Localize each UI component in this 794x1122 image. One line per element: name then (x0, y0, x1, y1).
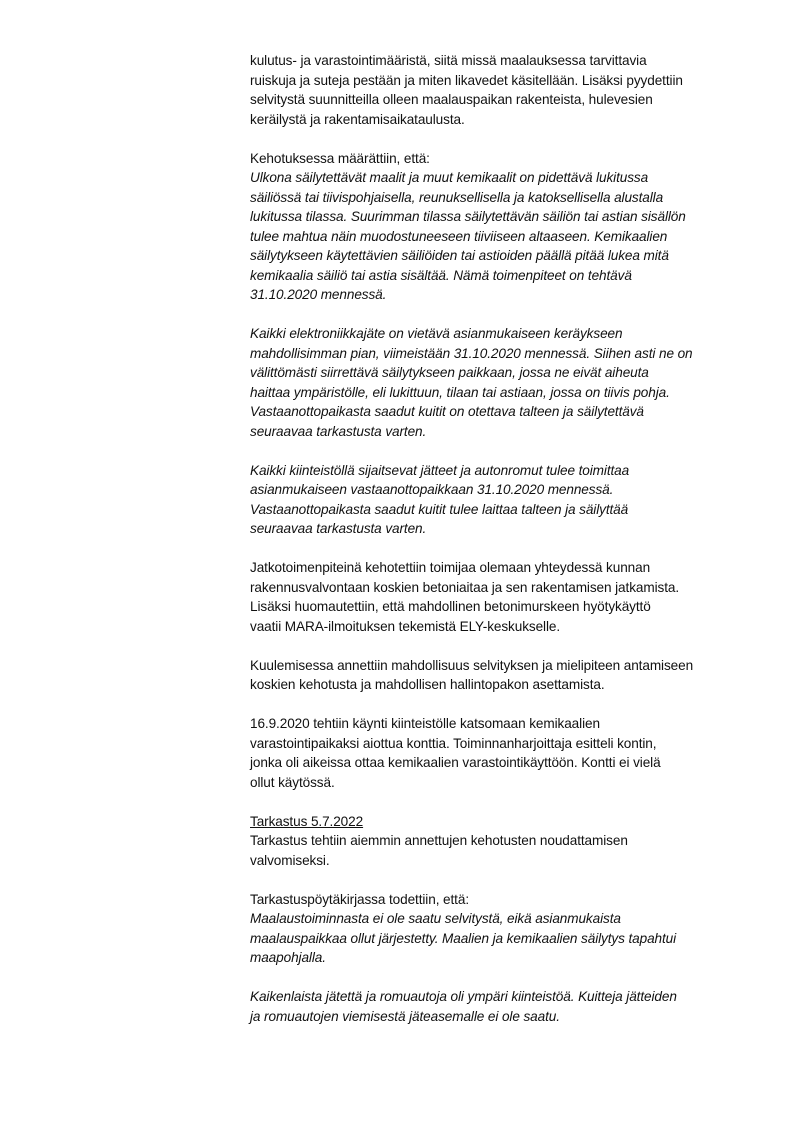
paragraph-order-chemicals (250, 149, 750, 305)
paragraph-visit-2020 (250, 714, 750, 792)
text-line: Ulkona säilytettävät maalit ja muut kemikaalit on pidettävä lukitussa (250, 170, 649, 185)
text-line: maalauspaikkaa ollut järjestetty. Maalien ja kemikaalien säilytys tapahtui (250, 930, 677, 946)
text-line: Vastaanottopaikasta saadut kuitit tulee laittaa talteen ja säilyttää (250, 501, 629, 517)
text-line: koskien kehotusta ja mahdollisen hallintopakon asettamista. (250, 677, 605, 692)
text-line: ja romuautojen viemisestä jäteasemalle ei ole saatu. (250, 1008, 560, 1024)
section-inspection-2022 (250, 812, 750, 871)
text-line: selvitystä suunnitteilla olleen maalauspaikan rakenteista, hulevesien (250, 92, 653, 107)
text-line: Jatkotoimenpiteinä kehotettiin toimijaa olemaan yhteydessä kunnan (250, 560, 651, 575)
document-page (250, 51, 750, 1046)
text-line: ollut käytössä. (250, 774, 335, 790)
paragraph-reporting-request (250, 51, 750, 129)
paragraph-hearing (250, 656, 750, 695)
text-line: seuraavaa tarkastusta varten. (250, 423, 427, 439)
text-line: Maalaustoiminnasta ei ole saatu selvitystä, eikä asianmukaista (250, 911, 621, 926)
text-line: Vastaanottopaikasta saadut kuitit on otettava talteen ja säilytettävä (250, 404, 644, 419)
text-line: vaatii MARA-ilmoituksen tekemistä ELY-keskukselle. (250, 618, 561, 634)
text-line: Kuulemisessa annettiin mahdollisuus selvityksen ja mielipiteen antamiseen (250, 657, 694, 673)
text-line: Kaikki elektroniikkajäte on vietävä asianmukaiseen keräykseen (250, 326, 623, 341)
text-line: tulee mahtua näin muodostuneeseen tiiviiseen altaaseen. Kemikaalien (250, 228, 668, 244)
section-heading: Tarkastus 5.7.2022 (250, 813, 364, 829)
text-line: varastointipaikaksi aiottua konttia. Toiminnanharjoittaja esitteli kontin, (250, 735, 657, 751)
paragraph-order-electronics (250, 324, 750, 441)
text-line: välittömästi siirrettävä säilytykseen paikkaan, jossa ne eivät aiheuta (250, 365, 649, 380)
text-line: valvomiseksi. (250, 852, 330, 868)
text-line: säiliössä tai tiivispohjaisella, reunuksellisella ja katoksellisella alustalla (250, 189, 664, 205)
text-line: 31.10.2020 mennessä. (250, 287, 387, 302)
text-line: seuraavaa tarkastusta varten. (250, 521, 427, 536)
paragraph-order-waste (250, 461, 750, 539)
order-lead: Kehotuksessa määrättiin, että: (250, 150, 430, 166)
text-line: haittaa ympäristölle, eli lukittuun, tilaan tai astiaan, jossa on tiivis pohja. (250, 384, 670, 400)
paragraph-further-actions (250, 558, 750, 636)
text-line: asianmukaiseen vastaanottopaikkaan 31.10.2020 mennessä. (250, 482, 614, 497)
text-line: maapohjalla. (250, 950, 326, 965)
text-line: Lisäksi huomautettiin, että mahdollinen betonimurskeen hyötykäyttö (250, 599, 651, 614)
text-line: kemikaalia säiliö tai astia sisältää. Nämä toimenpiteet on tehtävä (250, 267, 632, 283)
text-line: rakennusvalvontaan koskien betoniaitaa ja sen rakentamisen jatkamista. (250, 579, 680, 595)
text-line: säilytykseen käytettävien säiliöiden tai astioiden päällä pitää lukea mitä (250, 248, 669, 263)
findings-lead: Tarkastuspöytäkirjassa todettiin, että: (250, 891, 469, 907)
text-line: jonka oli aikeissa ottaa kemikaalien varastointikäyttöön. Kontti ei vielä (250, 755, 661, 770)
text-line: Kaikki kiinteistöllä sijaitsevat jätteet ja autonromut tulee toimittaa (250, 462, 630, 478)
text-line: kulutus- ja varastointimääristä, siitä missä maalauksessa tarvittavia (250, 53, 647, 68)
text-line: Kaikenlaista jätettä ja romuautoja oli ympäri kiinteistöä. Kuitteja jätteiden (250, 989, 677, 1004)
paragraph-inspection-findings (250, 890, 750, 968)
paragraph-waste-findings (250, 987, 750, 1026)
text-line: keräilystä ja rakentamisaikataulusta. (250, 111, 465, 127)
text-line: ruiskuja ja suteja pestään ja miten likavedet käsitellään. Lisäksi pyydettiin (250, 72, 683, 88)
text-line: lukitussa tilassa. Suurimman tilassa säilytettävän säiliön tai astian sisällön (250, 209, 686, 224)
text-line: mahdollisimman pian, viimeistään 31.10.2020 mennessä. Siihen asti ne on (250, 345, 693, 361)
text-line: 16.9.2020 tehtiin käynti kiinteistölle katsomaan kemikaalien (250, 716, 600, 731)
text-line: Tarkastus tehtiin aiemmin annettujen kehotusten noudattamisen (250, 833, 628, 848)
